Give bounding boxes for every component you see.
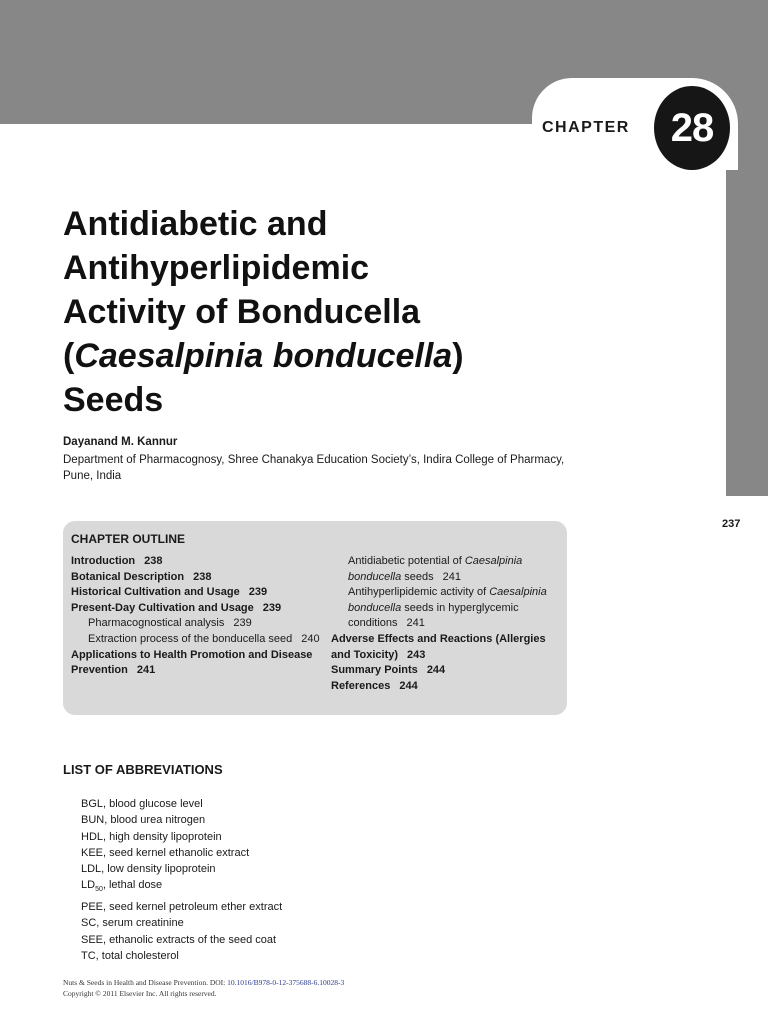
outline-item-present-day[interactable]: Present-Day Cultivation and Usage 239	[71, 601, 282, 614]
abbreviation-item: BUN, blood urea nitrogen	[81, 814, 206, 827]
outline-heading: CHAPTER OUTLINE	[71, 532, 185, 546]
footer	[63, 977, 344, 999]
species-name: Caesalpinia bonducella	[74, 337, 453, 375]
outline-subitem-antidiabetic[interactable]: Antidiabetic potential of Caesalpinia bonducella seeds 241	[348, 555, 523, 583]
outline-item-summary[interactable]: Summary Points 244	[331, 664, 446, 677]
chapter-outline-box	[63, 521, 567, 715]
outline-item-botanical[interactable]: Botanical Description 238	[71, 570, 212, 583]
outline-right-column	[331, 554, 567, 694]
page-number: 237	[722, 518, 741, 530]
abbreviation-item-ld50: $LD_{50}$, lethal dose	[81, 879, 163, 894]
abbreviation-item: SEE, ethanolic extracts of the seed coat	[81, 933, 277, 946]
abbreviation-item: BGL, blood glucose level	[81, 798, 203, 810]
outline-subitem-antihyperlipidemic[interactable]: Antihyperlipidemic activity of Caesalpinia bonducella seeds in hyperglycemic conditions 241	[348, 586, 547, 630]
abbreviation-item: HDL, high density lipoprotein	[81, 830, 222, 843]
outline-item-adverse-effects[interactable]: Adverse Effects and Reactions (Allergies and Toxicity) 243	[331, 632, 546, 661]
footer-copyright: Copyright © 2011 Elsevier Inc. All rights reserved.	[63, 989, 217, 998]
author-name: Dayanand M. Kannur	[63, 436, 178, 448]
chapter-title: Antidiabetic and Antihyperlipidemic Activity of Bonducella (Caesalpinia bonducella) Seeds	[63, 205, 464, 419]
author-affiliation: Department of Pharmacognosy, Shree Chanakya Education Society’s, Indira College of Pharmacy, Pune, India	[63, 454, 565, 482]
outline-item-historical[interactable]: Historical Cultivation and Usage 239	[71, 586, 268, 599]
outline-left-column	[71, 554, 321, 679]
abbreviation-item: KEE, seed kernel ethanolic extract	[81, 846, 250, 859]
side-thumb-band	[726, 124, 768, 496]
abbreviation-item: TC, total cholesterol	[81, 949, 179, 962]
footer-source: Nuts & Seeds in Health and Disease Prevention. DOI: 10.1016/B978-0-12-375688-6.10028-3	[63, 978, 345, 987]
abbreviations-heading: LIST OF ABBREVIATIONS	[63, 762, 223, 777]
outline-subitem-extraction[interactable]: Extraction process of the bonducella seed 240	[88, 632, 320, 645]
outline-item-introduction[interactable]: Introduction 238	[71, 555, 163, 567]
outline-subitem-pharmacognostical[interactable]: Pharmacognostical analysis 239	[88, 617, 252, 630]
abbreviations-list	[81, 796, 282, 964]
abbreviation-item: SC, serum creatinine	[81, 917, 184, 930]
chapter-number-badge: 28	[654, 86, 730, 170]
abbreviation-item: LDL, low density lipoprotein	[81, 863, 216, 876]
chapter-label: CHAPTER	[542, 119, 630, 136]
doi-link[interactable]: 10.1016/B978-0-12-375688-6.10028-3	[227, 978, 345, 987]
abbreviation-item: PEE, seed kernel petroleum ether extract	[81, 900, 283, 913]
outline-item-applications[interactable]: Applications to Health Promotion and Disease Prevention 241	[71, 648, 313, 677]
outline-item-references[interactable]: References 244	[331, 679, 418, 692]
